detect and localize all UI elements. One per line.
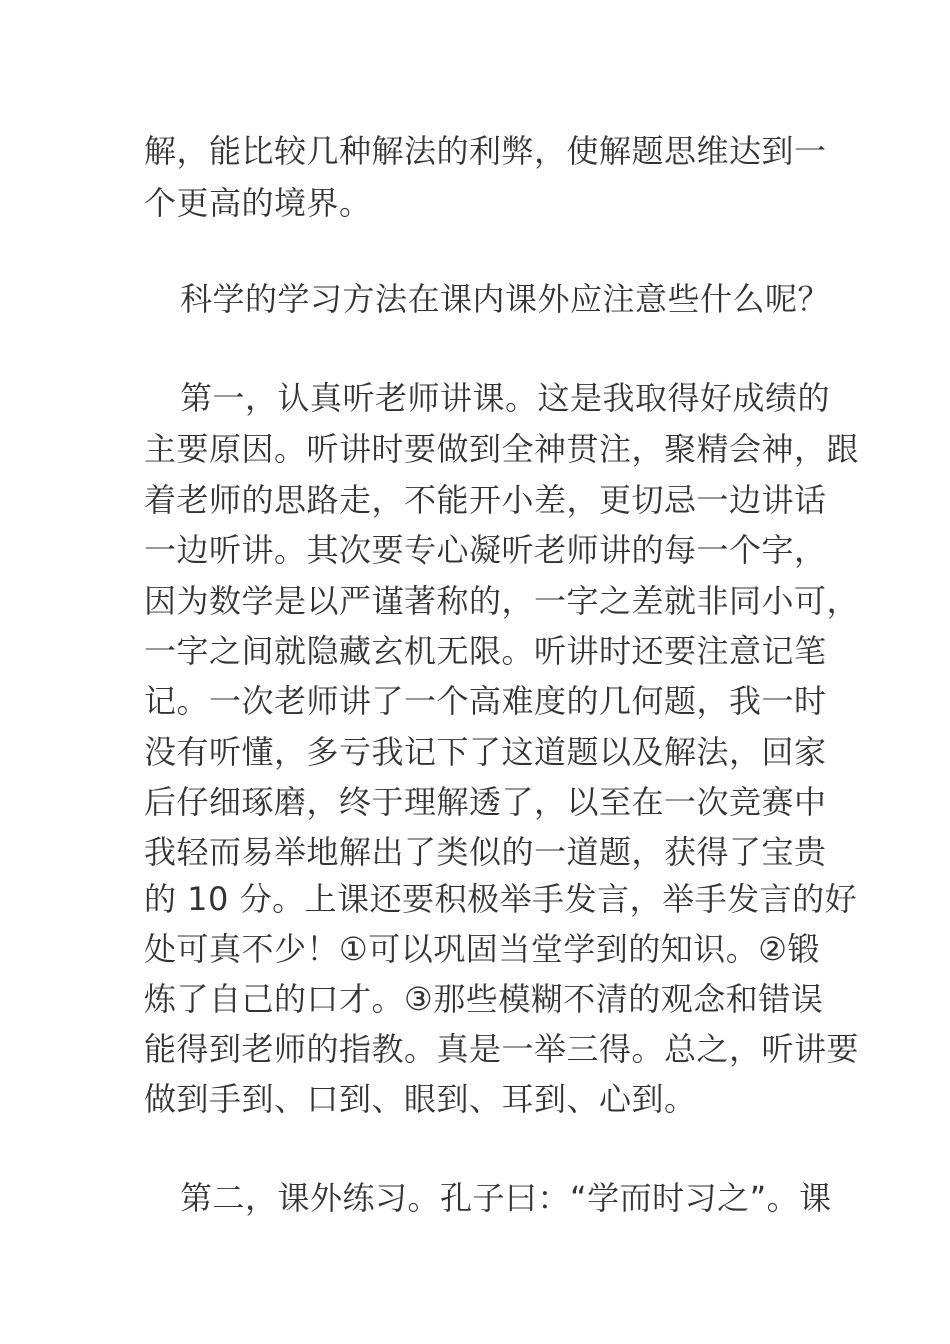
text-line: 我轻而易举地解出了类似的一道题，获得了宝贵 (144, 833, 827, 871)
text-line: 记。一次老师讲了一个高难度的几何题，我一时 (144, 682, 827, 720)
text-line: 没有听懂，多亏我记下了这道题以及解法，回家 (144, 733, 827, 771)
text-line: 的 10 分。上课还要积极举手发言，举手发言的好 (144, 880, 858, 918)
text-line: 后仔细琢磨，终于理解透了，以至在一次竞赛中 (144, 783, 827, 821)
text-line: 第一，认真听老师讲课。这是我取得好成绩的 (180, 379, 831, 417)
section-question: 科学的学习方法在课内课外应注意些什么呢？ (180, 280, 831, 318)
text-line: 处可真不少！①可以巩固当堂学到的知识。②锻 (144, 930, 820, 968)
text-line: 能得到老师的指教。真是一举三得。总之，听讲要 (144, 1030, 860, 1068)
text-line: 个更高的境界。 (144, 184, 372, 222)
text-line: 主要原因。听讲时要做到全神贯注，聚精会神，跟 (144, 430, 860, 468)
text-line: 炼了自己的口才。③那些模糊不清的观念和错误 (144, 980, 824, 1018)
text-line: 着老师的思路走，不能开小差，更切忌一边讲话 (144, 481, 827, 519)
text-line: 解，能比较几种解法的利弊，使解题思维达到一 (144, 132, 827, 170)
text-line: 做到手到、口到、眼到、耳到、心到。 (144, 1080, 697, 1118)
text-line: 一边听讲。其次要专心凝听老师讲的每一个字， (144, 531, 827, 569)
text-line: 一字之间就隐藏玄机无限。听讲时还要注意记笔 (144, 632, 827, 670)
text-line: 因为数学是以严谨著称的，一字之差就非同小可， (144, 582, 860, 620)
text-line: 第二，课外练习。孔子曰：“学而时习之”。课 (180, 1179, 832, 1217)
